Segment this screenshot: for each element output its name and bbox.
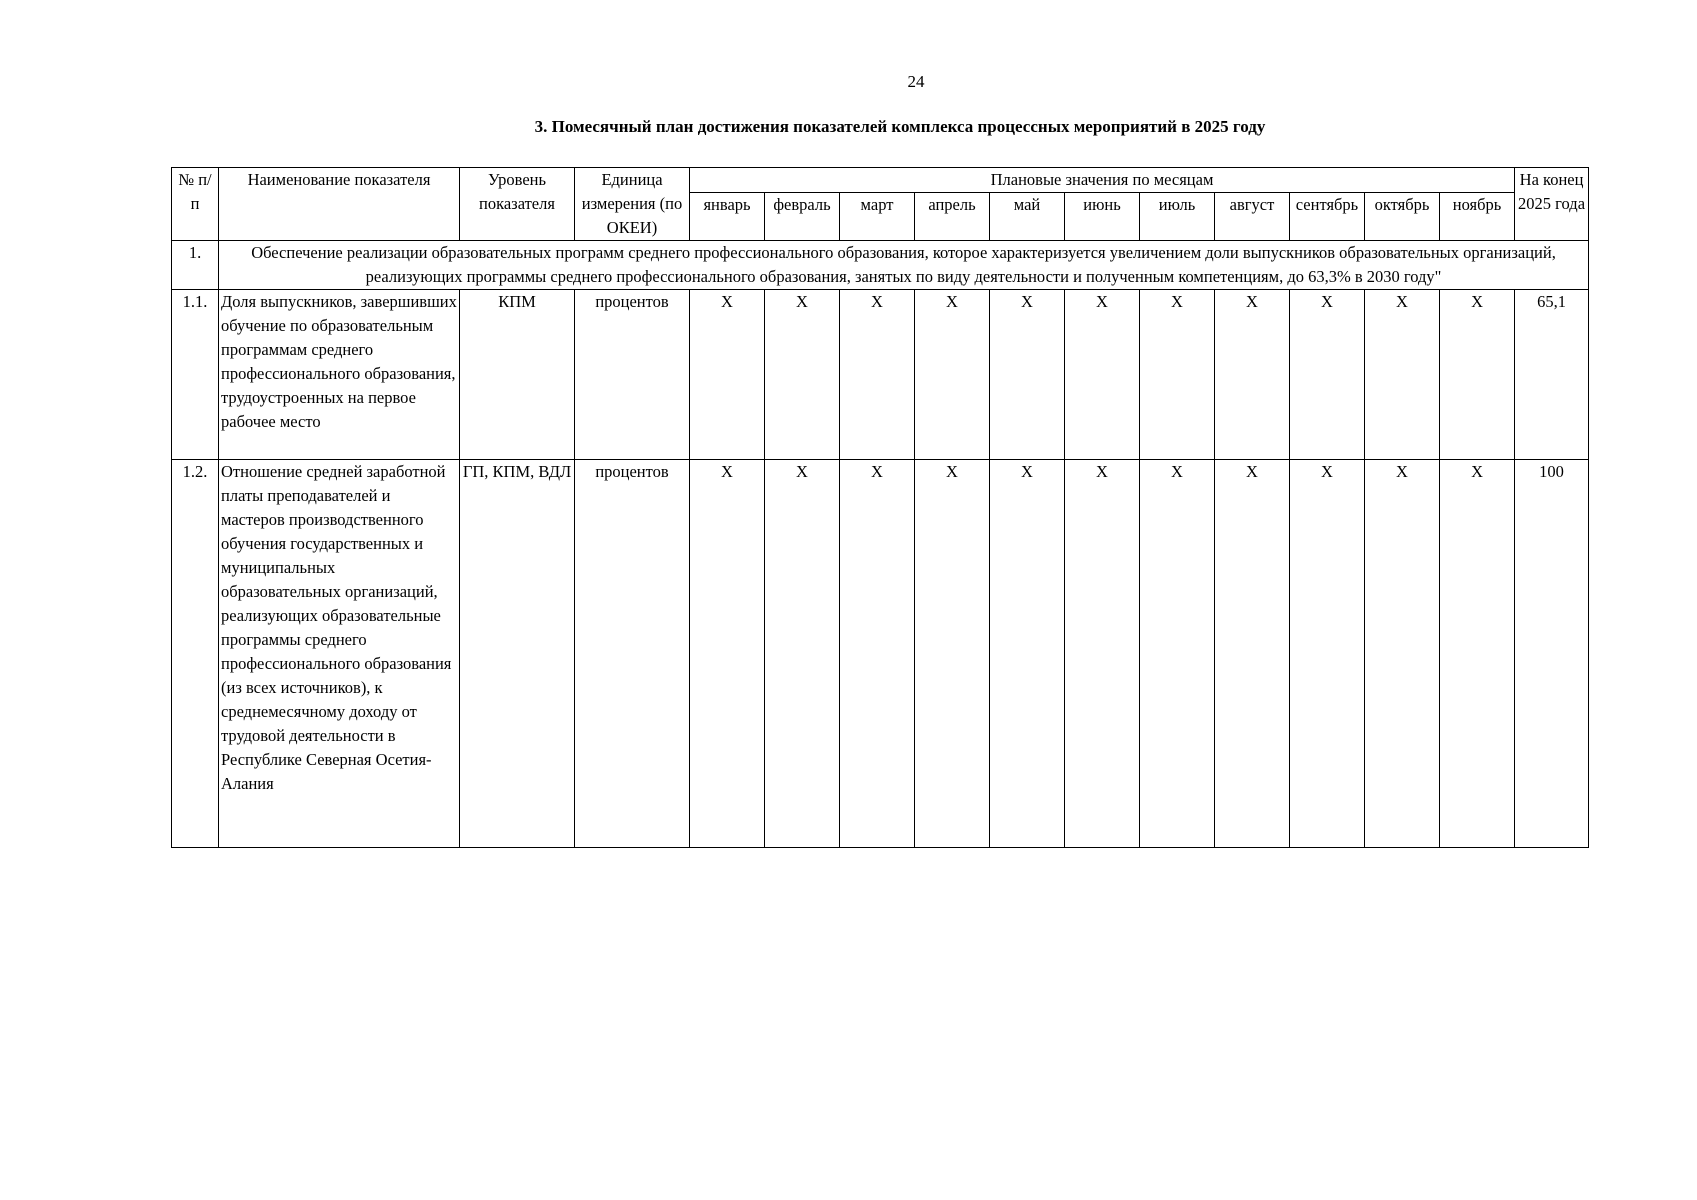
month-value: X — [840, 290, 915, 460]
month-value: X — [915, 460, 990, 848]
indicator-unit: процентов — [575, 290, 690, 460]
month-value: X — [765, 290, 840, 460]
document-title: 3. Помесячный план достижения показателей комплекса процессных мероприятий в 2025 году — [534, 117, 1266, 136]
header-month: январь — [690, 193, 765, 241]
row-num: 1.2. — [172, 460, 219, 848]
table-row — [172, 290, 1589, 460]
month-value: X — [1440, 290, 1515, 460]
table-row — [172, 460, 1589, 848]
month-value: X — [1290, 290, 1365, 460]
page-number: 24 — [907, 72, 925, 91]
indicator-level: КПМ — [460, 290, 575, 460]
indicator-level: ГП, КПМ, ВДЛ — [460, 460, 575, 848]
month-value: X — [1065, 290, 1140, 460]
section-num: 1. — [172, 241, 219, 290]
header-month: февраль — [765, 193, 840, 241]
month-value: X — [690, 460, 765, 848]
section-title: Обеспечение реализации образовательных программ среднего профессионального образования, которое характеризуется увеличением доли выпускников образовательных организаций, реализующих программы среднего профессионального образования, занятых по виду деятельности и полученным компетенциям, до 63,3% в 2030 году" — [219, 241, 1589, 290]
header-level: Уровень показателя — [460, 168, 575, 241]
header-month: март — [840, 193, 915, 241]
month-value: X — [1140, 290, 1215, 460]
month-value: X — [990, 290, 1065, 460]
month-value: X — [1365, 290, 1440, 460]
monthly-plan-table — [171, 167, 1589, 848]
month-value: X — [1215, 290, 1290, 460]
month-value: X — [1365, 460, 1440, 848]
header-month: ноябрь — [1440, 193, 1515, 241]
indicator-name: Отношение средней заработной платы преподавателей и мастеров производственного обучения государственных и муниципальных образовательных организаций, реализующих образовательные программы среднего профессионального образования (из всех источников), к среднемесячному доходу от трудовой деятельности в Республике Северная Осетия-Алания — [219, 460, 460, 848]
month-value: X — [990, 460, 1065, 848]
header-month: июль — [1140, 193, 1215, 241]
header-month: май — [990, 193, 1065, 241]
month-value: X — [1215, 460, 1290, 848]
header-month: август — [1215, 193, 1290, 241]
indicator-unit: процентов — [575, 460, 690, 848]
end-of-year-value: 65,1 — [1515, 290, 1589, 460]
month-value: X — [1290, 460, 1365, 848]
header-planned: Плановые значения по месяцам — [690, 168, 1515, 193]
header-unit: Единица измерения (по ОКЕИ) — [575, 168, 690, 241]
header-month: июнь — [1065, 193, 1140, 241]
section-row — [172, 241, 1589, 290]
row-num: 1.1. — [172, 290, 219, 460]
month-value: X — [1065, 460, 1140, 848]
header-name: Наименование показателя — [219, 168, 460, 241]
month-value: X — [1140, 460, 1215, 848]
header-month: сентябрь — [1290, 193, 1365, 241]
header-end-of-year: На конец 2025 года — [1515, 168, 1589, 241]
header-month: октябрь — [1365, 193, 1440, 241]
month-value: X — [690, 290, 765, 460]
month-value: X — [915, 290, 990, 460]
header-month: апрель — [915, 193, 990, 241]
month-value: X — [840, 460, 915, 848]
month-value: X — [1440, 460, 1515, 848]
end-of-year-value: 100 — [1515, 460, 1589, 848]
indicator-name: Доля выпускников, завершивших обучение по образовательным программам среднего профессионального образования, трудоустроенных на первое рабочее место — [219, 290, 460, 460]
month-value: X — [765, 460, 840, 848]
header-num: № п/п — [172, 168, 219, 241]
